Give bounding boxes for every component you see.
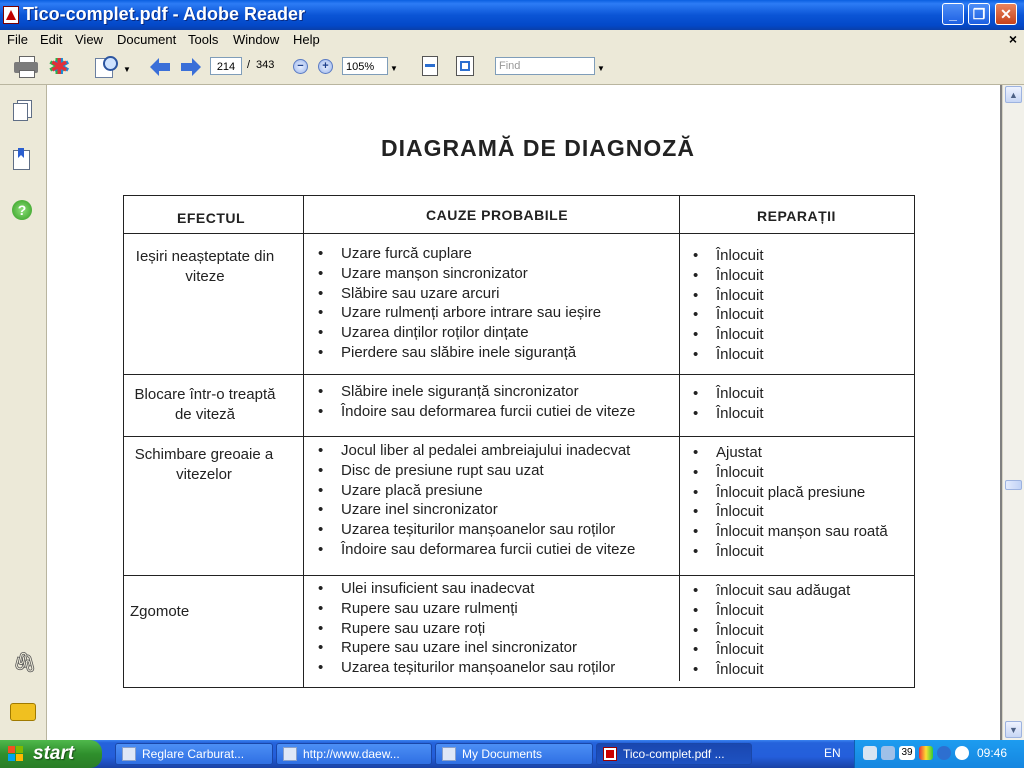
- repairs-list: [692, 581, 850, 680]
- document-icon: [122, 747, 136, 761]
- back-arrow-icon[interactable]: [150, 58, 170, 76]
- pdf-icon: [603, 747, 617, 761]
- list-item: • Înlocuit: [692, 286, 764, 306]
- navigation-pane: [0, 85, 47, 740]
- table-divider: [124, 575, 914, 576]
- windows-logo-icon: [8, 746, 24, 762]
- list-item: • Înlocuit: [692, 266, 764, 286]
- list-item: • Rupere sau uzare rulmenți: [317, 599, 615, 619]
- list-item: • Uzarea teșiturilor manșoanelor sau roților: [317, 520, 635, 540]
- list-item: • Înlocuit: [692, 621, 850, 641]
- list-item: • Ulei insuficient sau inadecvat: [317, 579, 615, 599]
- list-item: • Înlocuit: [692, 384, 764, 404]
- menu-window[interactable]: Window: [233, 32, 280, 47]
- fit-width-icon[interactable]: [422, 56, 438, 76]
- menu-help[interactable]: Help: [293, 32, 320, 47]
- title-bar[interactable]: [0, 0, 1024, 30]
- table-divider: [679, 196, 680, 681]
- menu-file[interactable]: File: [7, 32, 28, 47]
- printer-icon[interactable]: [14, 56, 38, 76]
- folder-icon: [442, 747, 456, 761]
- list-item: • Ajustat: [692, 443, 888, 463]
- zoom-input[interactable]: 105%: [342, 57, 388, 75]
- page-number-input[interactable]: 214: [210, 57, 242, 75]
- language-indicator[interactable]: EN: [824, 746, 841, 760]
- info-icon[interactable]: [937, 746, 951, 760]
- comments-icon[interactable]: [10, 703, 36, 721]
- taskbar-item-browser[interactable]: http://www.daew...: [276, 743, 432, 765]
- table-row-effect: Ieșiri neașteptate din viteze: [135, 248, 275, 285]
- table-divider: [124, 233, 914, 234]
- page-separator: /: [247, 59, 251, 71]
- list-item: • Îndoire sau deformarea furcii cutiei de viteze: [317, 402, 635, 422]
- list-item: • Înlocuit: [692, 502, 888, 522]
- help-icon[interactable]: ?: [12, 200, 32, 220]
- taskbar-item-tico-complet[interactable]: Tico-complet.pdf ...: [596, 743, 752, 765]
- zoom-out-icon[interactable]: −: [293, 59, 308, 74]
- window-title: Tico-complet.pdf - Adobe Reader: [23, 4, 306, 24]
- list-item: • Rupere sau uzare roți: [317, 619, 615, 639]
- list-item: • Uzarea dinților roților dințate: [317, 323, 601, 343]
- list-item: • Înlocuit: [692, 463, 888, 483]
- list-item: • Înlocuit: [692, 404, 764, 424]
- bookmarks-icon[interactable]: [13, 150, 31, 170]
- network-icon[interactable]: [863, 746, 877, 760]
- menu-edit[interactable]: Edit: [40, 32, 63, 47]
- magnifier-icon[interactable]: [95, 56, 125, 78]
- document-close-button[interactable]: ×: [1008, 31, 1017, 47]
- pages-icon[interactable]: [13, 100, 31, 120]
- document-area[interactable]: [47, 85, 1002, 740]
- list-item: • Disc de presiune rupt sau uzat: [317, 461, 635, 481]
- minimize-button[interactable]: _: [942, 3, 964, 25]
- table-divider: [303, 196, 304, 687]
- adobe-reader-icon: [3, 6, 19, 24]
- fit-page-icon[interactable]: [456, 56, 474, 76]
- paperclip-icon[interactable]: 🖇: [12, 652, 38, 674]
- repairs-list: [692, 384, 764, 424]
- page-count: 343: [256, 59, 275, 71]
- table-divider: [124, 436, 914, 437]
- scroll-thumb[interactable]: [1005, 480, 1022, 490]
- system-tray: [854, 740, 1024, 768]
- find-input[interactable]: Find: [495, 57, 595, 75]
- menu-bar: [0, 30, 1024, 50]
- list-item: • Înlocuit: [692, 660, 850, 680]
- list-item: • Slăbire inele siguranță sincronizator: [317, 382, 635, 402]
- header-causes: CAUZE PROBABILE: [426, 207, 569, 223]
- list-item: • Înlocuit: [692, 345, 764, 365]
- monitor-icon[interactable]: [881, 746, 895, 760]
- menu-tools[interactable]: Tools: [188, 32, 219, 47]
- zoom-dropdown-chevron-icon[interactable]: ▼: [390, 64, 398, 73]
- list-item: • Uzare rulmenți arbore intrare sau ieșire: [317, 303, 601, 323]
- pdf-page: [47, 85, 1000, 740]
- zoom-in-icon[interactable]: +: [318, 59, 333, 74]
- list-item: • Uzare inel sincronizator: [317, 500, 635, 520]
- list-item: • Înlocuit: [692, 305, 764, 325]
- list-item: • Înlocuit placă presiune: [692, 483, 888, 503]
- star-icon[interactable]: ✱: [50, 54, 69, 79]
- list-item: • Uzarea teșiturilor manșoanelor sau roților: [317, 658, 615, 678]
- list-item: • Înlocuit: [692, 542, 888, 562]
- header-repairs: REPARAȚII: [757, 208, 836, 224]
- taskbar: [0, 740, 1024, 768]
- vertical-scrollbar[interactable]: [1002, 85, 1024, 740]
- list-item: • Uzare furcă cuplare: [317, 244, 601, 264]
- list-item: • înlocuit sau adăugat: [692, 581, 850, 601]
- table-row-effect: Schimbare greoaie a vitezelor: [134, 446, 274, 483]
- list-item: • Uzare manșon sincronizator: [317, 264, 601, 284]
- start-button[interactable]: [0, 740, 102, 768]
- list-item: • Înlocuit manșon sau roată: [692, 522, 888, 542]
- list-item: • Înlocuit: [692, 246, 764, 266]
- taskbar-item-my-documents[interactable]: My Documents: [435, 743, 593, 765]
- header-effect: EFECTUL: [177, 210, 246, 226]
- tray-badge[interactable]: 39: [899, 746, 915, 760]
- maximize-button[interactable]: ❐: [968, 3, 990, 25]
- scroll-up-icon[interactable]: ▲: [1005, 86, 1022, 103]
- causes-list: [317, 382, 635, 422]
- volume-icon[interactable]: [919, 746, 933, 760]
- taskbar-item-reglare[interactable]: Reglare Carburat...: [115, 743, 273, 765]
- list-item: • Rupere sau uzare inel sincronizator: [317, 638, 615, 658]
- browser-icon: [283, 747, 297, 761]
- menu-document[interactable]: Document: [117, 32, 177, 47]
- causes-list: [317, 441, 635, 560]
- list-item: • Înlocuit: [692, 601, 850, 621]
- close-button[interactable]: ✕: [995, 3, 1017, 25]
- diagnosis-table: [123, 195, 915, 688]
- scroll-down-icon[interactable]: ▼: [1005, 721, 1022, 738]
- table-row-effect: Blocare într-o treaptă de viteză: [134, 386, 276, 423]
- find-dropdown-chevron-icon[interactable]: ▼: [597, 64, 605, 73]
- forward-arrow-icon[interactable]: [181, 58, 201, 76]
- list-item: • Jocul liber al pedalei ambreiajului inadecvat: [317, 441, 635, 461]
- menu-view[interactable]: View: [75, 32, 103, 47]
- repairs-list: [692, 443, 888, 562]
- document-title: DIAGRAMĂ DE DIAGNOZĂ: [381, 135, 695, 161]
- list-item: • Înlocuit: [692, 640, 850, 660]
- list-item: • Înlocuit: [692, 325, 764, 345]
- table-divider: [124, 374, 914, 375]
- start-label: start: [33, 743, 75, 764]
- list-item: • Uzare placă presiune: [317, 481, 635, 501]
- causes-list: [317, 579, 615, 678]
- causes-list: [317, 244, 601, 363]
- search-dropdown-chevron-icon[interactable]: ▼: [123, 65, 131, 74]
- list-item: • Îndoire sau deformarea furcii cutiei de viteze: [317, 540, 635, 560]
- list-item: • Pierdere sau slăbire inele siguranță: [317, 343, 601, 363]
- security-icon[interactable]: [955, 746, 969, 760]
- clock: 09:46: [977, 746, 1008, 760]
- table-row-effect: Zgomote: [130, 603, 190, 620]
- list-item: • Slăbire sau uzare arcuri: [317, 284, 601, 304]
- repairs-list: [692, 246, 764, 365]
